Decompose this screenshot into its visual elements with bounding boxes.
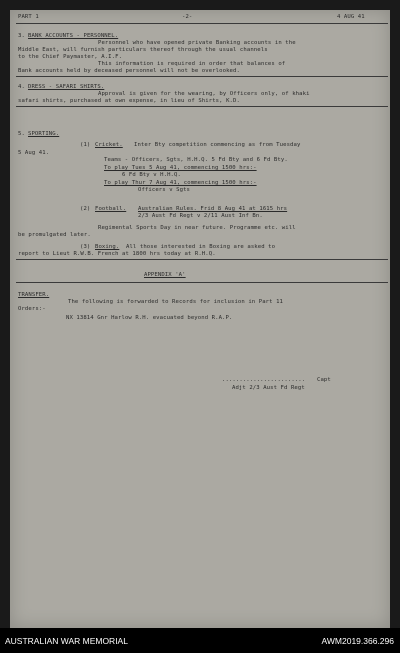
boxing-label: Boxing. [95,244,120,250]
cricket-match-2-teams: Officers v Sgts [138,187,191,193]
section-3-line: This information is required in order that balances of [98,61,286,67]
cricket-teams: Teams - Officers, Sgts, H.H.Q. 5 Fd Bty and 6 Fd Bty. [104,157,288,163]
part-label: PART 1 [18,14,39,20]
cricket-lead: Inter Bty competition commencing as from Tuesday [134,142,301,148]
page-number: -2- [182,14,193,20]
cricket-number: (1) [80,142,91,148]
football-number: (2) [80,206,91,212]
footer-catalog-number: AWM2019.366.296 [321,636,394,646]
section-5-title: SPORTING. [28,131,60,137]
signature-title: Adjt 2/3 Aust Fd Regt [232,385,305,391]
section-4-line: safari shirts, purchased at own expense, in lieu of Shirts, K.D. [18,98,240,104]
signature-rank: Capt [317,377,331,383]
footer-institution: AUSTRALIAN WAR MEMORIAL [5,636,128,646]
cricket-match-1-teams: 6 Fd Bty v H.H.Q. [122,172,181,178]
section-rule [16,106,388,107]
header-date: 4 AUG 41 [337,14,365,20]
football-line: Regimental Sports Day in near future. Programme etc. will [98,225,296,231]
section-3-line: Personnel who have opened private Banking accounts in the [98,40,296,46]
appendix-heading: TRANSFER. [18,292,50,298]
football-line: Australian Rules. Frid 8 Aug 41 at 1615 hrs [138,206,288,212]
footer-bar [0,628,400,653]
cricket-label: Cricket. [95,142,123,148]
football-line: 2/3 Aust Fd Regt v 2/11 Aust Inf Bn. [138,213,263,219]
section-4-title: DRESS - SAFARI SHIRTS. [28,84,105,90]
appendix-line: NX 13814 Gnr Harlow R.H. evacuated beyond R.A.P. [66,315,233,321]
signature-dots: ........................ [222,377,306,383]
section-4-line: Approval is given for the wearing, by Officers only, of khaki [98,91,310,97]
boxing-line: report to Lieut R.W.B. French at 1800 hrs today at R.H.Q. [18,251,216,257]
section-3-line: Bank accounts held by deceased personnel will not be overlooked. [18,68,240,74]
document-text [10,10,390,628]
section-5-number: 5. [18,131,25,137]
appendix-line: The following is forwarded to Records for inclusion in Part 11 [68,299,283,305]
header-rule [16,23,388,24]
section-4-number: 4. [18,84,25,90]
boxing-line: All those interested in Boxing are asked to [126,244,276,250]
section-3-number: 3. [18,33,25,39]
section-rule [16,259,388,260]
football-label: Football. [95,206,127,212]
section-rule [16,76,388,77]
document-sheet [10,10,390,628]
boxing-number: (3) [80,244,91,250]
appendix-title: APPENDIX 'A' [144,272,186,278]
sporting-date: 5 Aug 41. [18,150,50,156]
football-line: be promulgated later. [18,232,91,238]
cricket-match-1: To play Tues 5 Aug 41, commencing 1500 hrs:- [104,165,257,171]
section-3-line: to the Chief Paymaster, A.I.F. [18,54,123,60]
cricket-match-2: To play Thur 7 Aug 41, commencing 1500 hrs:- [104,180,257,186]
section-3-line: Middle East, will furnish particulars thereof through the usual channels [18,47,268,53]
section-rule [16,282,388,283]
appendix-line: Orders:- [18,306,46,312]
section-3-title: BANK ACCOUNTS - PERSONNEL. [28,33,119,39]
